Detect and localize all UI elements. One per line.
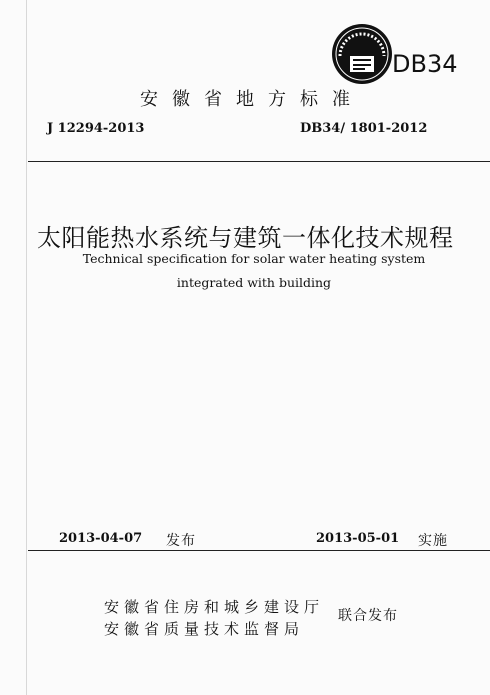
- published-date: 2013-04-07: [59, 531, 143, 546]
- page-edge: [26, 0, 27, 695]
- published-label: 发布: [166, 533, 196, 549]
- standard-seal-logo: [330, 22, 394, 86]
- effective-date: 2013-05-01: [316, 531, 400, 546]
- document-title-english-line1: Technical specification for solar water heating system: [82, 251, 426, 266]
- standard-code: DB34: [392, 50, 458, 78]
- document-title-chinese: 太阳能热水系统与建筑一体化技术规程: [37, 224, 454, 252]
- project-code: J 12294-2013: [47, 121, 145, 136]
- bottom-divider: [28, 550, 490, 551]
- issuer-title: 安徽省地方标准: [140, 89, 364, 110]
- effective-label: 实施: [418, 533, 448, 549]
- document-title-english-line2: integrated with building: [176, 275, 332, 290]
- issuer-org-2: 安徽省质量技术监督局: [104, 620, 305, 638]
- top-divider: [28, 161, 490, 162]
- issuer-org-1: 安徽省住房和城乡建设厅: [104, 598, 325, 616]
- joint-release-label: 联合发布: [338, 608, 398, 624]
- standard-number: DB34/ 1801-2012: [300, 121, 428, 136]
